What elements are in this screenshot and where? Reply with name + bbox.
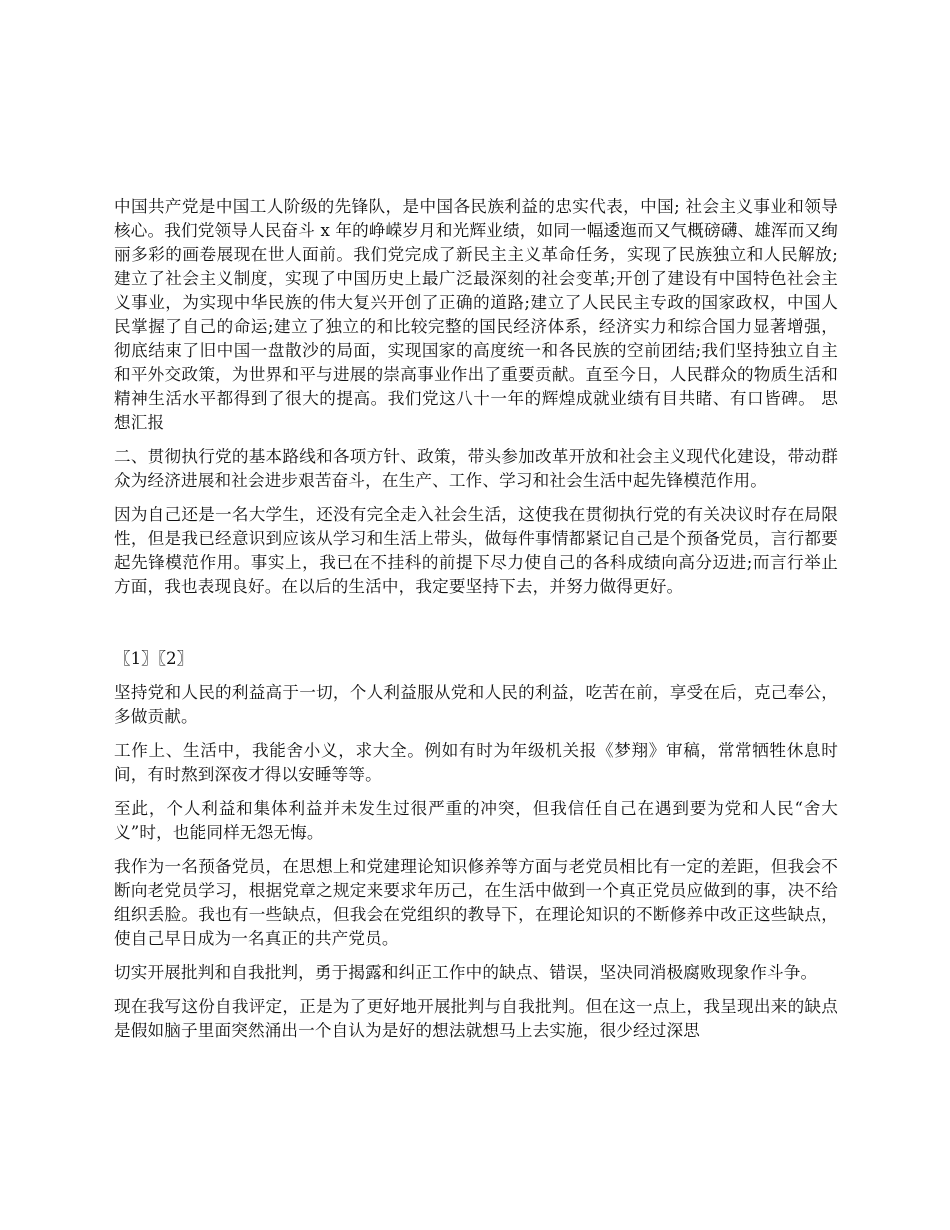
paragraph-student-role: 因为自己还是一名大学生，还没有完全走入社会生活，这使我在贯彻执行党的有关决议时存在局限性，但是我已经意识到应该从学习和生活上带头，做每件事情都紧记自己是个预备党员，言行都要起先锋模范作用。事实上，我已在不挂科的前提下尽力使自己的各科成绩向高分迈进;而言行举止方面，我也表现良好。在以后的生活中，我定要坚持下去，并努力做得更好。 — [114, 505, 838, 596]
paragraph-self-evaluation: 现在我写这份自我评定，正是为了更好地开展批判与自我批判。但在这一点上，我呈现出来的缺点是假如脑子里面突然涌出一个自认为是好的想法就想马上去实施，很少经过深思 — [114, 997, 838, 1040]
paragraph-basic-line: 二、贯彻执行党的基本路线和各项方针、政策，带头参加改革开放和社会主义现代化建设，带动群众为经济进展和社会进步艰苦奋斗，在生产、工作、学习和社会生活中起先锋模范作用。 — [114, 447, 838, 490]
paragraph-interest-first: 坚持党和人民的利益高于一切，个人利益服从党和人民的利益，吃苦在前，享受在后，克己奉公，多做贡献。 — [114, 683, 838, 726]
paragraph-personal-interest: 至此，个人利益和集体利益并未发生过很严重的冲突，但我信任自己在遇到要为党和人民“舍大义”时，也能同样无怨无悔。 — [114, 799, 838, 842]
paragraph-work-life: 工作上、生活中，我能舍小义，求大全。例如有时为年级机关报《梦翔》审稿，常常牺牲休息时间，有时熬到深夜才得以安睡等等。 — [114, 741, 838, 784]
paragraph-party-vanguard: 中国共产党是中国工人阶级的先锋队，是中国各民族利益的忠实代表，中国; 社会主义事业和领导核心。我们党领导人民奋斗 x 年的峥嵘岁月和光辉业绩，如同一幅逶迤而又气概磅礴、雄浑而又绚丽多彩的画卷展现在世人面前。我们党完成了新民主主义革命任务，实现了民族独立和人民解放;建立了社会主义制度，实现了中国历史上最广泛最深刻的社会变革;开创了建设有中国特色社会主义事业，为实现中华民族的伟大复兴开创了正确的道路;建立了人民民主专政的国家政权，中国人民掌握了自己的命运;建立了独立的和比较完整的国民经济体系，经济实力和综合国力显著增强，彻底结束了旧中国一盘散沙的局面，实现国家的高度统一和各民族的空前团结;我们坚持独立自主和平外交政策，为世界和平与进展的崇高事业作出了重要贡献。直至今日，人民群众的物质生活和精神生活水平都得到了很大的提高。我们党这八十一年的辉煌成就业绩有目共睹、有口皆碑。 思想汇报 — [114, 197, 838, 432]
page-links[interactable]: 〖1〗〖2〗 — [114, 649, 194, 668]
document-body — [114, 195, 838, 1043]
paragraph-criticism: 切实开展批判和自我批判，勇于揭露和纠正工作中的缺点、错误，坚决同消极腐败现象作斗争。 — [114, 963, 818, 982]
paragraph-probationary-member: 我作为一名预备党员，在思想上和党建理论知识修养等方面与老党员相比有一定的差距，但我会不断向老党员学习，根据党章之规定来要求年历己，在生活中做到一个真正党员应做到的事，决不给组织丢脸。我也有一些缺点，但我会在党组织的教导下，在理论知识的不断修养中改正这些缺点，使自己早日成为一名真正的共产党员。 — [114, 857, 838, 948]
